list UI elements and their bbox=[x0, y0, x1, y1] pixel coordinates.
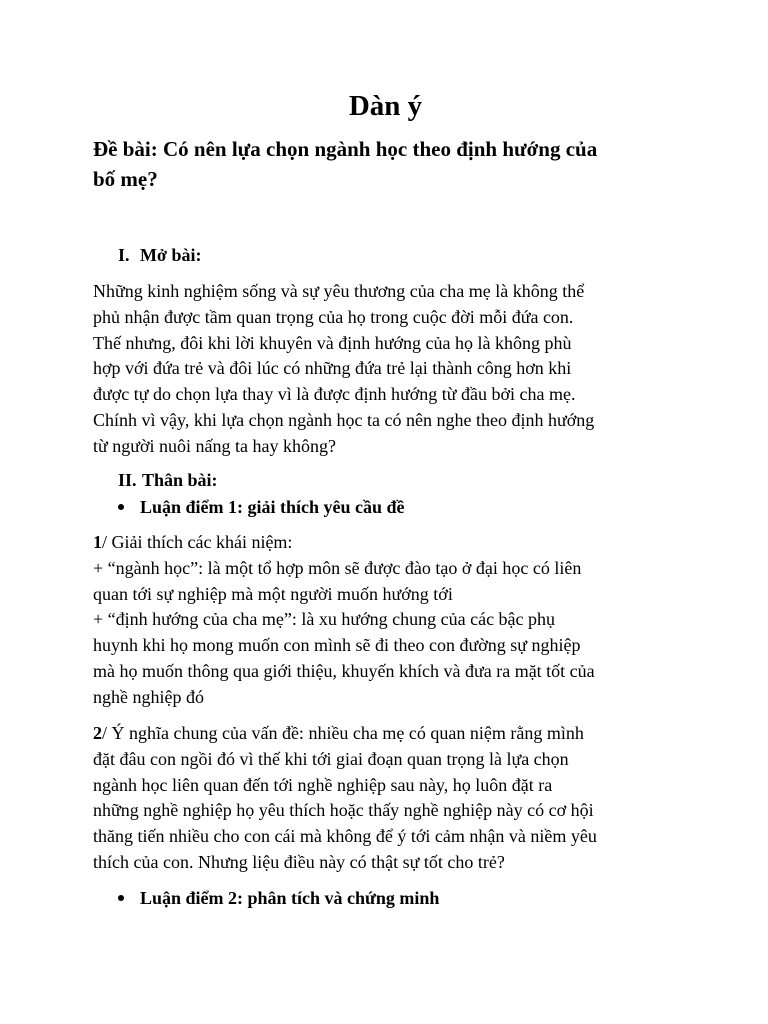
paragraph-line: những nghề nghiệp họ yêu thích hoặc thấy nghề nghiệp này có cơ hội bbox=[93, 800, 594, 821]
bullet-label: Luận điểm 1: giải thích yêu cầu đề bbox=[140, 497, 405, 517]
paragraph-line: ngành học liên quan đến tới nghề nghiệp sau này, họ luôn đặt ra bbox=[93, 774, 553, 795]
paragraph-line: + “ngành học”: là một tổ hợp môn sẽ được đào tạo ở đại học có liên bbox=[93, 557, 582, 578]
paragraph-line: thích của con. Nhưng liệu điều này có thật sự tốt cho trẻ? bbox=[93, 851, 505, 872]
bullet-point-2 bbox=[118, 885, 439, 911]
paragraph-text: / Giải thích các khái niệm: bbox=[102, 532, 293, 552]
section-title: Mở bài: bbox=[140, 245, 202, 265]
paragraph-line: quan tới sự nghiệp mà một người muốn hướng tới bbox=[93, 583, 453, 604]
part2-paragraph bbox=[93, 721, 678, 876]
section-title: Thân bài: bbox=[142, 470, 218, 490]
paragraph-line: + “định hướng của cha mẹ”: là xu hướng chung của các bậc phụ bbox=[93, 609, 556, 630]
paragraph-line: nghề nghiệp đó bbox=[93, 686, 204, 707]
paragraph-line: huynh khi họ mong muốn con mình sẽ đi theo con đường sự nghiệp bbox=[93, 635, 581, 656]
essay-topic-line: Đề bài: Có nên lựa chọn ngành học theo định hướng của bbox=[93, 137, 598, 161]
essay-topic-line: bố mẹ? bbox=[93, 167, 158, 191]
paragraph-line bbox=[93, 721, 678, 747]
bullet-icon bbox=[118, 504, 124, 510]
paragraph-line: mà họ muốn thông qua giới thiệu, khuyến khích và đưa ra mặt tốt của bbox=[93, 660, 595, 681]
bullet-point-1 bbox=[118, 494, 405, 520]
paragraph-line: đặt đâu con ngồi đó vì thế khi tới giai đoạn quan trọng là lựa chọn bbox=[93, 748, 569, 769]
document-title: Dàn ý bbox=[348, 90, 423, 122]
paragraph-line: phủ nhận được tầm quan trọng của họ trong cuộc đời mỗi đứa con. bbox=[93, 306, 574, 327]
paragraph-line: thăng tiến nhiều cho con cái mà không để ý tới cảm nhận và niềm yêu bbox=[93, 826, 597, 847]
paragraph-line: được tự do chọn lựa thay vì là được định hướng từ đầu bởi cha mẹ. bbox=[93, 384, 576, 405]
paragraph-line bbox=[93, 530, 678, 556]
paragraph-line: Chính vì vậy, khi lựa chọn ngành học ta có nên nghe theo định hướng bbox=[93, 409, 595, 430]
paragraph-line: hợp với đứa trẻ và đôi lúc có những đứa trẻ lại thành công hơn khi bbox=[93, 358, 572, 379]
part-number: 2 bbox=[93, 723, 102, 743]
paragraph-line: từ người nuôi nấng ta hay không? bbox=[93, 435, 336, 456]
section-heading-intro bbox=[118, 242, 201, 268]
bullet-icon bbox=[118, 895, 124, 901]
part-number: 1 bbox=[93, 532, 102, 552]
section-heading-body bbox=[118, 467, 218, 493]
section-number: I. bbox=[118, 245, 130, 265]
essay-topic bbox=[93, 134, 678, 194]
part1-paragraph bbox=[93, 530, 678, 711]
paragraph-line: Thế nhưng, đôi khi lời khuyên và định hướng của họ là không phù bbox=[93, 332, 572, 353]
paragraph-text: / Ý nghĩa chung của vấn đề: nhiều cha mẹ có quan niệm rằng mình bbox=[102, 723, 584, 743]
paragraph-line: Những kinh nghiệm sống và sự yêu thương của cha mẹ là không thể bbox=[93, 281, 585, 301]
intro-paragraph bbox=[93, 279, 678, 460]
bullet-label: Luận điểm 2: phân tích và chứng minh bbox=[140, 888, 440, 908]
section-number: II. bbox=[118, 470, 137, 490]
